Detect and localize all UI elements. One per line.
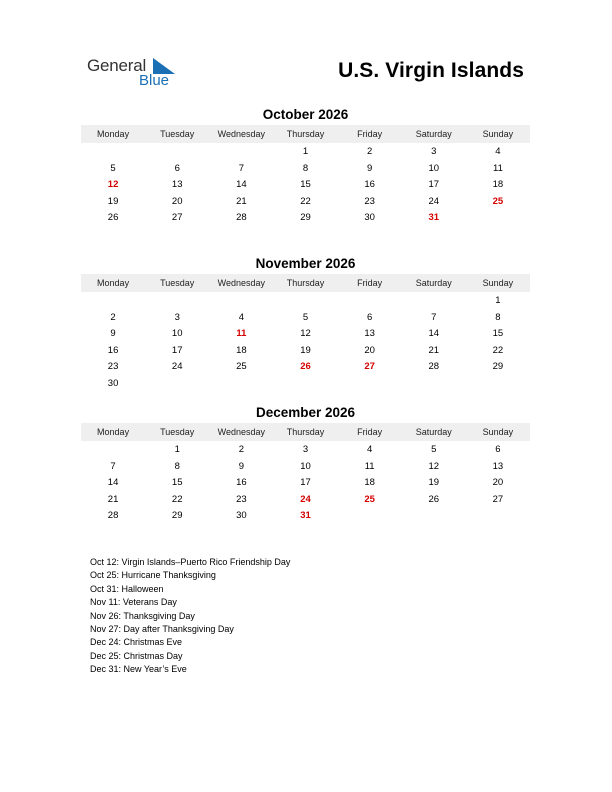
weekday-label: Sunday [482, 129, 514, 139]
empty-cell [209, 144, 273, 161]
day-cell: 12 [107, 179, 119, 190]
day-cell: 30 [364, 212, 375, 223]
empty-cell [466, 376, 530, 393]
holiday-item: Dec 31: New Year’s Eve [90, 664, 187, 675]
day-cell: 26 [107, 212, 119, 223]
day-cell: 19 [428, 477, 440, 488]
weekday-header [81, 274, 530, 292]
day-cell: 28 [107, 510, 119, 521]
empty-cell [145, 293, 209, 310]
day-cell: 4 [495, 146, 501, 157]
day-cell: 13 [171, 179, 183, 190]
month-title: November 2026 [255, 256, 356, 271]
holiday-item: Dec 25: Christmas Day [90, 650, 183, 661]
day-cell: 13 [492, 460, 504, 472]
day-cell: 24 [300, 493, 311, 505]
day-cell: 7 [110, 460, 116, 472]
day-cell: 10 [171, 328, 183, 339]
day-cell: 27 [364, 361, 375, 372]
weekday-label: Wednesday [217, 427, 266, 437]
weekday-label: Tuesday [160, 427, 195, 437]
day-cell: 19 [300, 344, 311, 356]
day-cell: 30 [107, 377, 119, 389]
day-cell: 9 [366, 162, 373, 174]
day-cell: 22 [492, 344, 504, 356]
empty-cell [338, 376, 402, 393]
day-cell: 21 [428, 344, 440, 356]
weekday-label: Friday [357, 427, 383, 437]
weekday-label: Wednesday [217, 278, 266, 288]
day-cell: 17 [171, 344, 183, 356]
day-cell: 2 [110, 311, 116, 323]
empty-cell [402, 293, 466, 310]
day-cell: 4 [366, 444, 373, 455]
day-cell: 22 [300, 195, 311, 207]
empty-cell [338, 293, 402, 310]
day-cell: 21 [236, 195, 247, 207]
empty-cell [81, 442, 145, 459]
day-cell: 31 [428, 212, 440, 223]
day-cell: 6 [366, 311, 373, 323]
day-cell: 12 [300, 328, 311, 339]
weekday-label: Monday [97, 427, 130, 437]
day-cell: 25 [364, 493, 375, 505]
day-cell: 27 [171, 212, 183, 223]
empty-cell [273, 293, 337, 310]
month-december [81, 404, 530, 525]
month-november [81, 255, 530, 392]
day-cell: 28 [236, 212, 247, 223]
month-grid [81, 144, 530, 227]
weekday-label: Thursday [286, 427, 325, 437]
day-cell: 6 [174, 162, 180, 174]
day-cell: 23 [236, 493, 247, 505]
weekday-header [81, 125, 530, 143]
day-cell: 16 [107, 344, 119, 356]
day-cell: 7 [238, 162, 244, 174]
month-grid [81, 442, 530, 525]
day-cell: 23 [107, 361, 119, 372]
holiday-list [90, 556, 290, 677]
day-cell: 7 [431, 311, 437, 323]
day-cell: 15 [492, 328, 504, 339]
holiday-item: Oct 31: Halloween [90, 583, 164, 594]
day-cell: 28 [428, 361, 440, 372]
empty-cell [209, 376, 273, 393]
day-cell: 3 [302, 444, 309, 455]
empty-cell [81, 293, 145, 310]
day-cell: 10 [428, 162, 440, 174]
day-cell: 17 [428, 179, 440, 190]
day-cell: 25 [236, 361, 247, 372]
day-cell: 14 [107, 477, 119, 488]
day-cell: 18 [236, 344, 247, 356]
logo-text-general: General [87, 56, 147, 75]
day-cell: 3 [431, 146, 437, 157]
empty-cell [145, 376, 209, 393]
empty-cell [402, 376, 466, 393]
day-cell: 14 [428, 328, 440, 339]
day-cell: 11 [364, 460, 375, 472]
day-cell: 6 [495, 444, 501, 455]
weekday-label: Saturday [415, 278, 452, 288]
weekday-label: Saturday [415, 129, 452, 139]
day-cell: 1 [302, 146, 309, 157]
day-cell: 24 [171, 361, 183, 372]
weekday-label: Thursday [286, 278, 325, 288]
day-cell: 20 [364, 344, 375, 356]
empty-cell [273, 376, 337, 393]
empty-cell [402, 508, 466, 525]
day-cell: 15 [300, 179, 311, 190]
weekday-header [81, 423, 530, 441]
day-cell: 26 [428, 493, 440, 505]
day-cell: 31 [300, 510, 311, 521]
day-cell: 16 [364, 179, 375, 190]
day-cell: 18 [364, 477, 375, 488]
day-cell: 26 [300, 361, 311, 372]
weekday-label: Friday [357, 278, 383, 288]
empty-cell [81, 144, 145, 161]
holiday-item: Nov 27: Day after Thanksgiving Day [90, 624, 234, 635]
day-cell: 18 [492, 179, 504, 190]
day-cell: 21 [107, 493, 119, 505]
empty-cell [209, 293, 273, 310]
holiday-item: Nov 11: Veterans Day [90, 597, 177, 608]
month-october [81, 106, 530, 227]
day-cell: 1 [495, 295, 501, 306]
weekday-label: Monday [97, 278, 130, 288]
day-cell: 13 [364, 328, 375, 339]
day-cell: 5 [110, 162, 116, 174]
weekday-label: Sunday [482, 427, 514, 437]
weekday-label: Tuesday [160, 129, 195, 139]
day-cell: 8 [174, 460, 180, 472]
weekday-label: Thursday [286, 129, 325, 139]
empty-cell [145, 144, 209, 161]
day-cell: 14 [236, 179, 247, 190]
weekday-label: Wednesday [217, 129, 266, 139]
day-cell: 1 [174, 444, 180, 455]
empty-cell [466, 210, 530, 227]
day-cell: 11 [492, 162, 503, 174]
empty-cell [338, 508, 402, 525]
day-cell: 22 [171, 493, 183, 505]
day-cell: 10 [300, 460, 311, 472]
day-cell: 16 [236, 477, 247, 488]
holiday-item: Nov 26: Thanksgiving Day [90, 610, 195, 621]
day-cell: 15 [171, 477, 183, 488]
day-cell: 12 [428, 460, 440, 472]
day-cell: 2 [366, 146, 373, 157]
day-cell: 25 [492, 195, 504, 207]
empty-cell [466, 508, 530, 525]
month-title: December 2026 [255, 405, 356, 420]
day-cell: 29 [171, 510, 183, 521]
day-cell: 11 [236, 328, 247, 339]
day-cell: 19 [107, 195, 119, 207]
day-cell: 29 [492, 361, 504, 372]
day-cell: 20 [171, 195, 183, 207]
country-title: U.S. Virgin Islands [338, 59, 524, 82]
day-cell: 27 [492, 493, 504, 505]
day-cell: 20 [492, 477, 504, 488]
day-cell: 29 [300, 212, 311, 223]
month-title: October 2026 [262, 107, 349, 122]
day-cell: 9 [110, 328, 116, 339]
weekday-label: Saturday [415, 427, 452, 437]
day-cell: 5 [302, 311, 309, 323]
holiday-item: Oct 25: Hurricane Thanksgiving [90, 570, 216, 581]
day-cell: 8 [495, 311, 501, 323]
day-cell: 8 [302, 162, 309, 174]
weekday-label: Tuesday [160, 278, 195, 288]
logo-text-blue: Blue [139, 72, 170, 89]
day-cell: 30 [236, 510, 247, 521]
day-cell: 17 [300, 477, 311, 488]
day-cell: 23 [364, 195, 375, 207]
weekday-label: Sunday [482, 278, 514, 288]
holiday-item: Dec 24: Christmas Eve [90, 637, 183, 648]
holiday-item: Oct 12: Virgin Islands–Puerto Rico Friendship Day [90, 557, 291, 567]
day-cell: 9 [238, 460, 244, 472]
day-cell: 3 [174, 311, 180, 323]
day-cell: 2 [238, 444, 244, 455]
weekday-label: Monday [97, 129, 130, 139]
month-grid [81, 293, 530, 392]
day-cell: 24 [428, 195, 440, 207]
day-cell: 4 [238, 311, 244, 323]
weekday-label: Friday [357, 129, 383, 139]
logo [87, 56, 187, 92]
day-cell: 5 [431, 444, 437, 455]
